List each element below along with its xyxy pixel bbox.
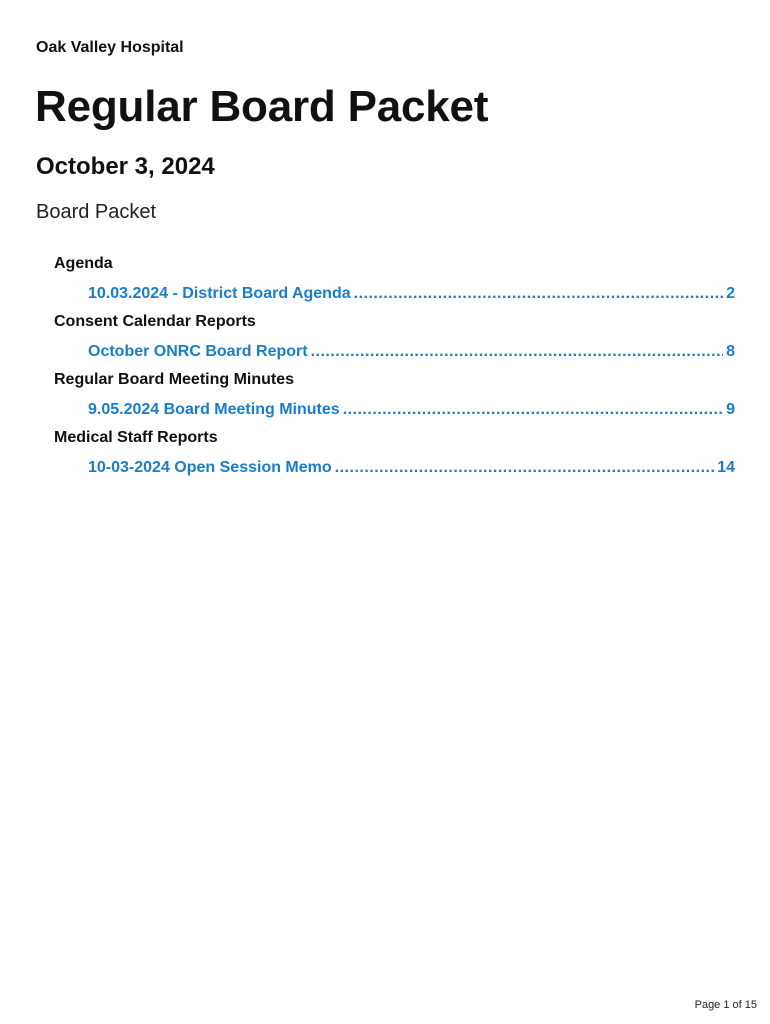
toc-section-heading: Medical Staff Reports (54, 429, 218, 446)
toc-entry-page-number: 9 (726, 401, 735, 418)
toc-entry-title: 9.05.2024 Board Meeting Minutes (88, 401, 340, 418)
toc-section-heading: Regular Board Meeting Minutes (54, 371, 295, 388)
toc-entry-page-number: 8 (726, 343, 735, 360)
table-of-contents (54, 254, 735, 486)
toc-dot-leader (343, 400, 723, 420)
toc-entry-page-number: 2 (726, 285, 735, 302)
toc-section-heading: Consent Calendar Reports (54, 313, 256, 330)
toc-link-board-meeting-minutes[interactable] (88, 400, 735, 420)
packet-subtitle: Board Packet (36, 201, 157, 223)
toc-entry-title: 10.03.2024 - District Board Agenda (88, 285, 351, 302)
toc-entry-title: October ONRC Board Report (88, 343, 308, 360)
meeting-date: October 3, 2024 (36, 153, 215, 180)
toc-section-heading: Agenda (54, 255, 113, 272)
toc-entry-page-number: 14 (717, 459, 735, 476)
toc-section-medical-staff (54, 428, 735, 478)
toc-dot-leader (354, 284, 723, 304)
organization-name: Oak Valley Hospital (36, 39, 184, 56)
toc-section-meeting-minutes (54, 370, 735, 420)
toc-entry-title: 10-03-2024 Open Session Memo (88, 459, 332, 476)
toc-dot-leader (335, 458, 715, 478)
toc-link-open-session-memo[interactable] (88, 458, 735, 478)
page-number-footer: Page 1 of 15 (694, 999, 757, 1011)
toc-dot-leader (311, 342, 724, 362)
toc-link-district-board-agenda[interactable] (88, 284, 735, 304)
toc-link-onrc-board-report[interactable] (88, 342, 735, 362)
page-title: Regular Board Packet (35, 82, 489, 131)
toc-section-agenda (54, 254, 735, 304)
toc-section-consent-calendar (54, 312, 735, 362)
